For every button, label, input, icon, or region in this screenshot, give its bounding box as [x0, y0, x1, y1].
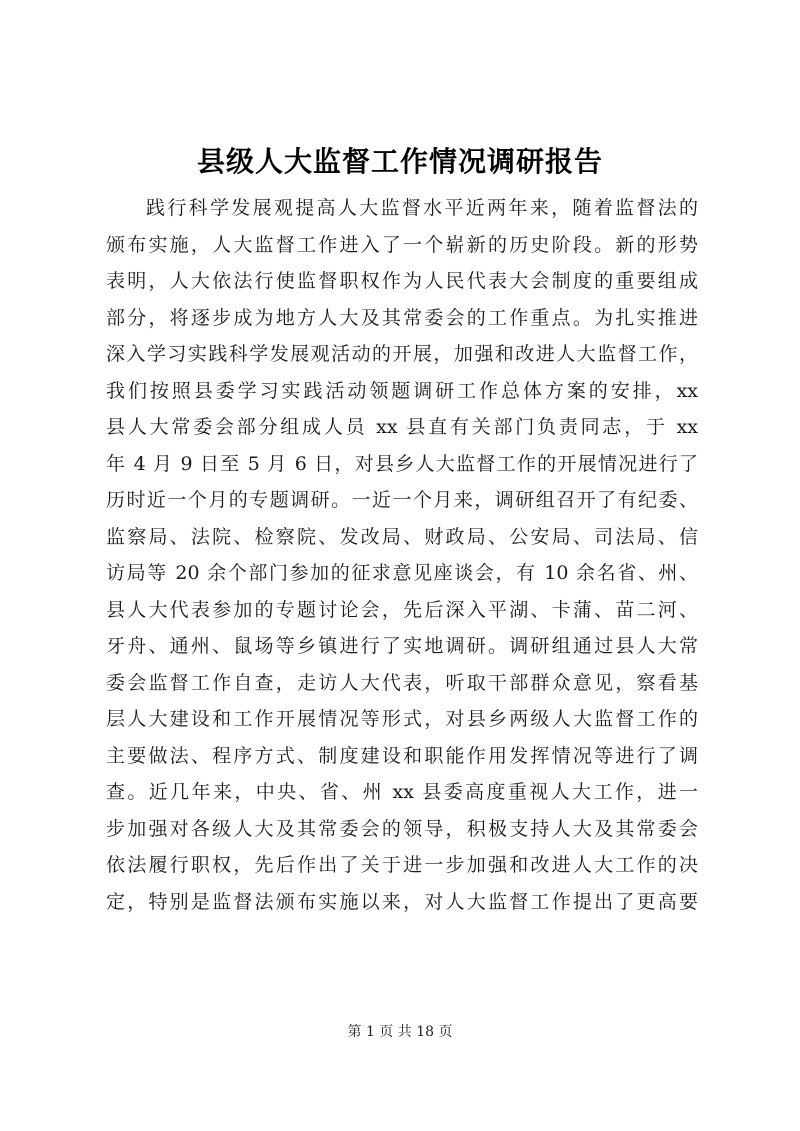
body-line: 颁布实施，人大监督工作进入了一个崭新的历史阶段。新的形势	[106, 233, 698, 256]
body-line: 步加强对各级人大及其常委会的领导，积极支持人大及其常委会	[106, 817, 698, 840]
body-line: 深入学习实践科学发展观活动的开展，加强和改进人大监督工作，	[106, 343, 698, 365]
body-line: 访局等 20 余个部门参加的征求意见座谈会，有 10 余名省、州、	[106, 562, 698, 584]
body-line: 依法履行职权，先后作出了关于进一步加强和改进人大工作的决	[106, 854, 698, 876]
body-line: 部分，将逐步成为地方人大及其常委会的工作重点。为扎实推进	[106, 306, 698, 329]
body-line: 县人大常委会部分组成人员 xx 县直有关部门负责同志，于 xx	[106, 416, 698, 438]
body-line: 委会监督工作自查，走访人大代表，听取干部群众意见，察看基	[106, 671, 698, 694]
body-line: 践行科学发展观提高人大监督水平近两年来，随着监督法的	[146, 197, 698, 219]
body-line: 主要做法、程序方式、制度建设和职能作用发挥情况等进行了调	[106, 744, 698, 767]
body-line: 我们按照县委学习实践活动领题调研工作总体方案的安排，xx	[106, 379, 698, 402]
body-line: 表明，人大依法行使监督职权作为人民代表大会制度的重要组成	[106, 270, 698, 292]
body-line: 牙舟、通州、鼠场等乡镇进行了实地调研。调研组通过县人大常	[106, 635, 698, 657]
page-number-footer: 第 1 页 共 18 页	[347, 1024, 453, 1040]
body-line: 定，特别是监督法颁布实施以来，对人大监督工作提出了更高要	[106, 890, 698, 913]
body-line: 年 4 月 9 日至 5 月 6 日，对县乡人大监督工作的开展情况进行了	[106, 452, 698, 475]
body-line: 监察局、法院、检察院、发改局、财政局、公安局、司法局、信	[106, 525, 698, 548]
body-line: 县人大代表参加的专题讨论会，先后深入平湖、卡蒲、苗二河、	[106, 598, 698, 621]
body-line: 查。近几年来，中央、省、州 xx 县委高度重视人大工作，进一	[106, 781, 698, 803]
body-line: 层人大建设和工作开展情况等形式，对县乡两级人大监督工作的	[106, 708, 698, 730]
document-body	[106, 190, 698, 920]
document-title: 县级人大监督工作情况调研报告	[196, 145, 603, 178]
body-line: 历时近一个月的专题调研。一近一个月来，调研组召开了有纪委、	[106, 489, 698, 511]
